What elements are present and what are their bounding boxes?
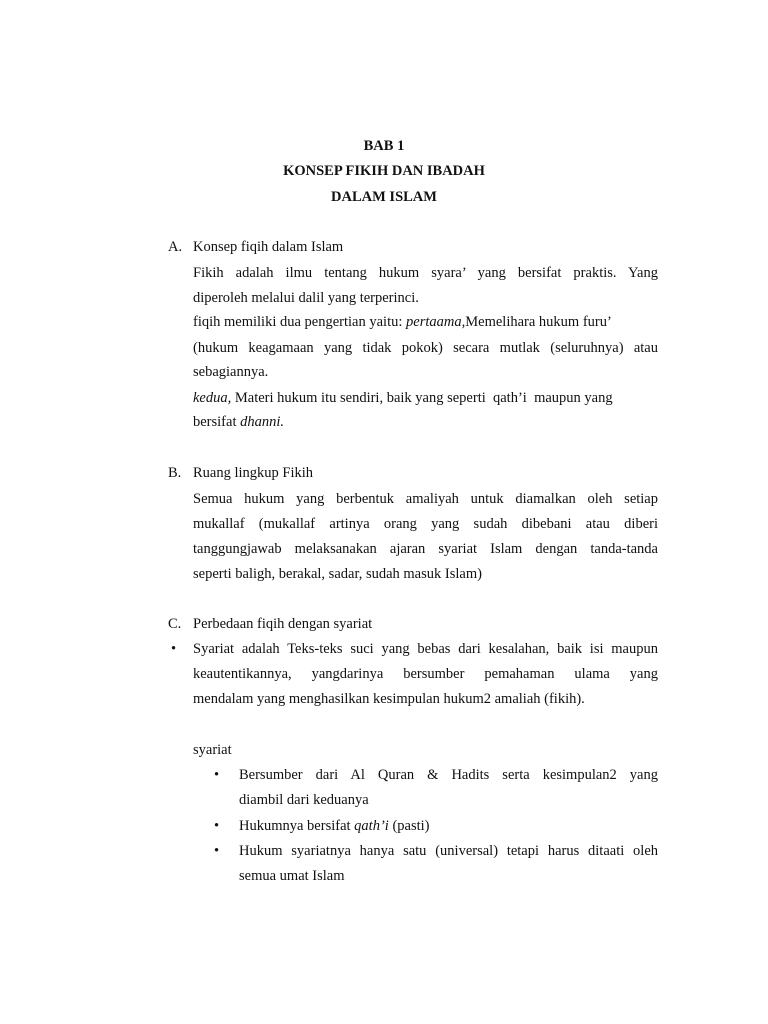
italic-term-kedua: kedua, xyxy=(193,390,232,406)
section-b-marker: B. xyxy=(168,465,182,481)
sub-bullet-3-line-2: semua umat Islam xyxy=(239,868,345,884)
section-b-line-2: mukallaf (mukallaf artinya orang yang sudah dibebani atau diberi xyxy=(193,516,658,532)
section-a-paragraph-2-line-1 xyxy=(193,314,658,331)
sub-bullet-2 xyxy=(239,818,658,835)
section-a-paragraph-3-line-1 xyxy=(193,390,658,407)
section-a-paragraph-2-line-3: sebagiannya. xyxy=(193,364,269,380)
section-b-line-3: tanggungjawab melaksanakan ajaran syariat Islam dengan tanda-tanda xyxy=(193,541,658,557)
sub-bullet-3-line-1: Hukum syariatnya hanya satu (universal) tetapi harus ditaati oleh xyxy=(239,843,658,859)
section-c-title: Perbedaan fiqih dengan syariat xyxy=(193,616,373,632)
text-segment: Hukumnya bersifat xyxy=(239,818,355,834)
chapter-title-line-1: KONSEP FIKIH DAN IBADAH xyxy=(283,163,485,179)
sub-bullet-1-line-2: diambil dari keduanya xyxy=(239,792,369,808)
italic-term-pertaama: pertaama, xyxy=(406,314,466,330)
section-a-paragraph-1-line-2: diperoleh melalui dalil yang terperinci. xyxy=(193,290,419,306)
section-c-marker: C. xyxy=(168,616,182,632)
sub-bullet-1-line-1: Bersumber dari Al Quran & Hadits serta kesimpulan2 yang xyxy=(239,767,658,783)
text-segment: bersifat xyxy=(193,414,241,430)
section-a-marker: A. xyxy=(168,239,183,255)
section-a-title: Konsep fiqih dalam Islam xyxy=(193,239,344,255)
chapter-number: BAB 1 xyxy=(363,138,405,154)
chapter-title-line-2: DALAM ISLAM xyxy=(331,189,437,205)
text-segment: Memelihara hukum furu’ xyxy=(465,314,612,330)
italic-term-qathi: qath’i xyxy=(354,818,389,834)
section-b-line-1: Semua hukum yang berbentuk amaliyah untuk diamalkan oleh setiap xyxy=(193,491,658,507)
section-a-paragraph-1-line-1: Fikih adalah ilmu tentang hukum syara’ yang bersifat praktis. Yang xyxy=(193,265,658,281)
section-c-bullet-1-line-2: keautentikannya, yangdarinya bersumber pemahaman ulama yang xyxy=(193,666,658,682)
section-c-bullet-1-line-3: mendalam yang menghasilkan kesimpulan hukum2 amaliah (fikih). xyxy=(193,691,585,707)
section-b-title: Ruang lingkup Fikih xyxy=(193,465,314,481)
section-c-heading xyxy=(168,616,372,633)
italic-term-dhanni: dhanni. xyxy=(240,414,285,430)
sub-bullet-glyph: • xyxy=(214,767,220,783)
sub-bullet-glyph: • xyxy=(214,818,220,834)
text-segment: fiqih memiliki dua pengertian yaitu: xyxy=(193,314,407,330)
section-a-paragraph-2-line-2: (hukum keagamaan yang tidak pokok) secara mutlak (seluruhnya) atau xyxy=(193,340,658,356)
section-a-paragraph-3-line-2 xyxy=(193,414,658,431)
syariat-label: syariat xyxy=(193,742,232,758)
section-b-line-4: seperti baligh, berakal, sadar, sudah masuk Islam) xyxy=(193,566,482,582)
text-segment: Materi hukum itu sendiri, baik yang seperti qath’i maupun yang xyxy=(231,390,613,406)
section-a-heading xyxy=(168,239,343,256)
text-segment: (pasti) xyxy=(388,818,430,834)
section-b-heading xyxy=(168,465,313,482)
bullet-glyph: • xyxy=(171,641,177,657)
section-c-bullet-1-line-1: Syariat adalah Teks-teks suci yang bebas dari kesalahan, baik isi maupun xyxy=(193,641,658,657)
sub-bullet-glyph: • xyxy=(214,843,220,859)
